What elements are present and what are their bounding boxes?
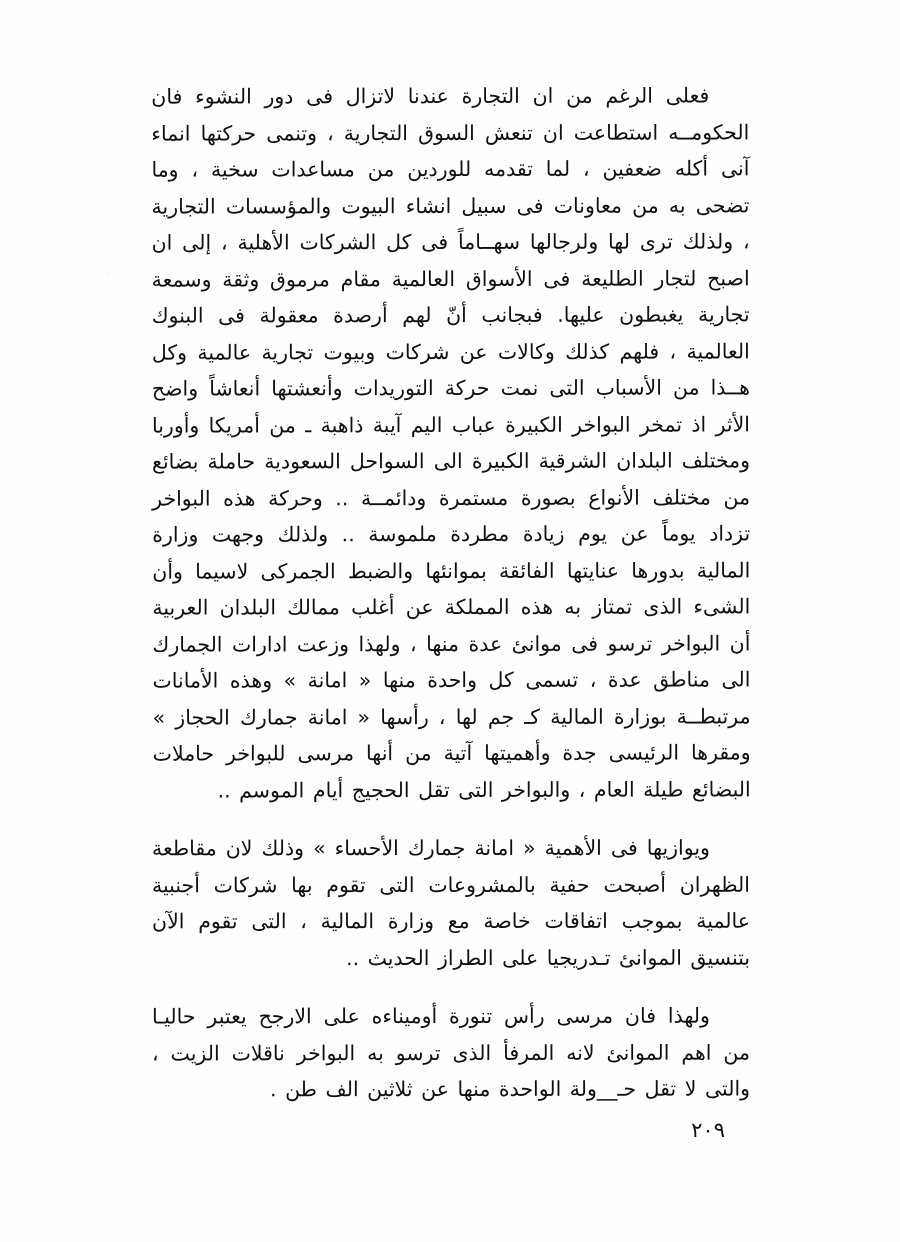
paragraph-3: ولهذا فان مرسى رأس تنورة أوميناءه على الارجح يعتبر حاليـا من اهم الموانئ لانه المرفأ الذى ترسو به البواخر ناقلات الزيت ، والتى لا تقل حـ__ولة الواحدة منها عن ثلاثين الف طن .: [151, 1003, 751, 1102]
paragraph-1: فعلى الرغم من ان التجارة عندنا لاتزال فى دور النشوء فان الحكومــه استطاعت ان تنعش السوق التجارية ، وتنمى حركتها انماء آنى أكله ضعفين ، لما تقدمه للوردين من مساعدات سخية ، وما تضحى به من معاونات فى سبيل انشاء البيوت والمؤسسات التجارية ، ولذلك ترى لها ولرجالها سهــاماً فى كل الشركات الأهلية ، إلى ان اصبح لتجار الطليعة فى الأسواق العالمية مقام مرموق وثقة وسمعة تجارية يغبطون عليها. فبجانب أنّ لهم أرصدة معقولة فى البنوك العالمية ، فلهم كذلك وكالات عن شركات وبيوت تجارية عالمية وكل هــذا من الأسباب التى نمت حركة التوريدات وأنعشتها أنعاشاً واضح الأثر اذ تمخر البواخر الكبيرة عباب اليم آيبة ذاهبة ـ من أمريكا وأوربا ومختلف البلدان الشرقية الكبيرة الى السواحل السعودية حاملة بضائع من مختلف الأنواع بصورة مستمرة ودائمــة .. وحركة هذه البواخر تزداد يوماً عن يوم زيادة مطردة ملموسة .. ولذلك وجهت وزارة المالية بدورها عنايتها الفائقة بموانئها والضبط الجمركى لاسيما وأن الشىء الذى تمتاز به هذه المملكة عن أغلب ممالك البلدان العربية أن البواخر ترسو فى موانئ عدة منها ، ولهذا وزعت ادارات الجمارك الى مناطق عدة ، تسمى كل واحدة منها « امانة » وهذه الأمانات مرتبطــة بوزارة المالية كـ جم لها ، رأسها « امانة جمارك الحجاز » ومقرها الرئيسى جدة وأهميتها آتية من أنها مرسى للبواخر حاملات البضائع طيلة العام ، والبواخر التى تقل الحجيج أيام الموسم ..: [151, 83, 751, 802]
paragraph-2: ويوازيها فى الأهمية « امانة جمارك الأحساء » وذلك لان مقاطعة الظهران أصبحت حفية بالمشروعات التى تقوم بها شركات أجنبية عالمية بموجب اتفاقات خاصة مع وزارة المالية ، التى تقوم الآن بتنسيق الموانئ تـدريجيا على الطراز الحديث ..: [151, 835, 751, 970]
page-number: ٢٠٩: [691, 1118, 725, 1142]
page-body-text: [152, 78, 750, 1130]
